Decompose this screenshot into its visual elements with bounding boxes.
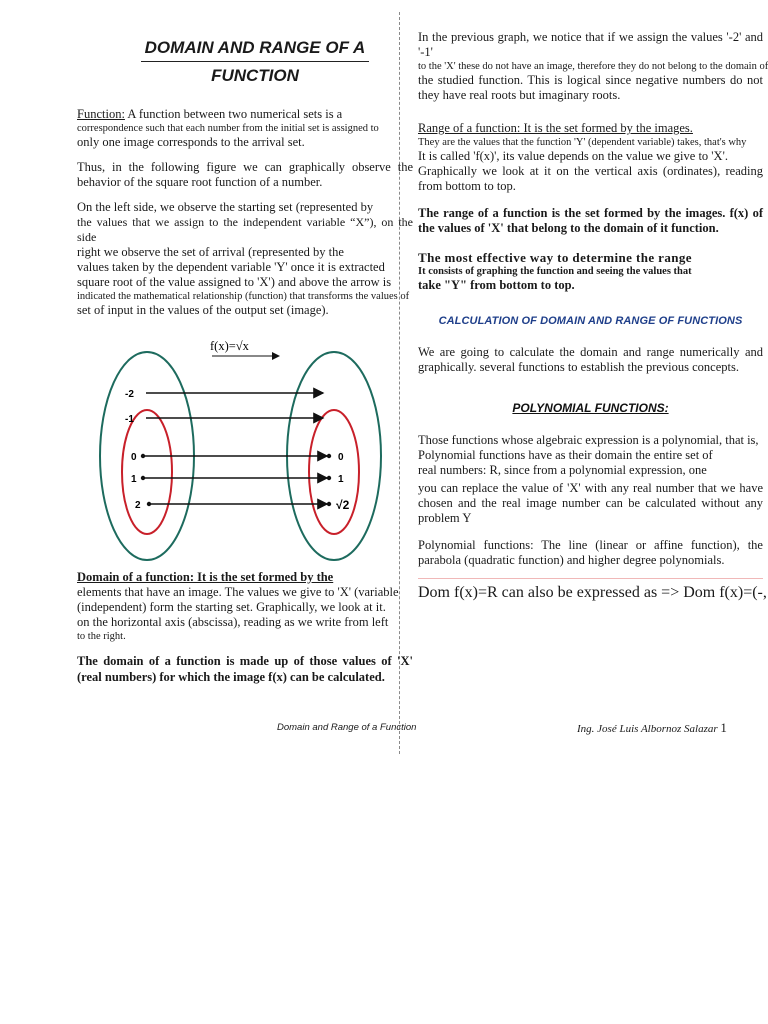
domain-line-b: (independent) form the starting set. Graphically, we look at it.	[77, 600, 386, 614]
range-line-c: It is called 'f(x)', its value depends on the value we give to 'X'.	[418, 149, 728, 163]
mapping-diagram-svg	[77, 332, 413, 564]
function-def-small: correspondence such that each number from the initial set is assigned to	[77, 123, 379, 134]
poly-line-a: Those functions whose algebraic expression is a polynomial, that is,	[418, 433, 759, 447]
page-number: 1	[720, 720, 727, 735]
dot-0	[141, 454, 145, 458]
range-subset-ellipse	[309, 410, 359, 534]
calc-intro: We are going to calculate the domain and range numerically and graphically. several functions to establish the previous concepts.	[418, 345, 763, 374]
left-value-neg1: -1	[125, 414, 134, 425]
footer-author-name: Ing. José Luis Albornoz Salazar	[577, 723, 718, 735]
mapping-diagram	[77, 332, 413, 564]
title-line-1: DOMAIN AND RANGE OF A	[141, 34, 370, 62]
sets-line-c: right we observe the set of arrival (represented by the	[77, 245, 344, 259]
footer-title: Domain and Range of a Function	[277, 722, 417, 733]
range-label: Range of a function: It is the set formed by the images.	[418, 121, 693, 135]
calc-section-heading: CALCULATION OF DOMAIN AND RANGE OF FUNCTIONS	[438, 315, 743, 327]
graph-note-line-a: In the previous graph, we notice that if we assign the values '-2' and '-1'	[418, 30, 763, 59]
effective-line-b: It consists of graphing the function and seeing the values that	[418, 266, 692, 277]
range-statement: The range of a function is the set formed by the images. f(x) of the values of 'X' that belong to the domain of it function.	[418, 206, 763, 235]
left-value-2: 2	[135, 500, 141, 511]
function-label: Function:	[77, 107, 125, 121]
left-value-1: 1	[131, 474, 137, 485]
domain-line-c: on the horizontal axis (abscissa), reading as we write from left	[77, 615, 389, 629]
sets-line-a: On the left side, we observe the starting set (represented by	[77, 200, 374, 214]
range-line-d: Graphically we look at it on the vertical axis (ordinates), reading from bottom to top.	[418, 164, 763, 193]
domain-line-d: to the right.	[77, 631, 126, 642]
right-column	[418, 30, 768, 603]
right-value-1: 1	[338, 474, 344, 485]
poly-line-c: real numbers: R, since from a polynomial expression, one	[418, 463, 707, 477]
polynomial-heading: POLYNOMIAL FUNCTIONS:	[512, 401, 669, 415]
dot-1	[141, 476, 145, 480]
polynomial-explanation	[418, 433, 763, 526]
footer-author	[577, 720, 727, 736]
sets-line-d: values taken by the dependent variable 'Y' once it is extracted	[77, 260, 385, 274]
dot-img-0	[327, 454, 331, 458]
range-small: They are the values that the function 'Y' (dependent variable) takes, that's why	[418, 137, 747, 148]
domain-definition	[77, 570, 413, 643]
left-column	[77, 30, 413, 685]
function-label-text: f(x)=√x	[210, 339, 249, 353]
domain-subset-ellipse	[122, 410, 172, 534]
sets-line-f: indicated the mathematical relationship (function) that transforms the values of	[77, 291, 410, 302]
sets-line-b: the values that we assign to the independent variable “X”), on the side	[77, 215, 413, 244]
domain-line-a: elements that have an image. The values we give to 'X' (variable	[77, 585, 399, 599]
sets-explanation	[77, 200, 413, 318]
left-value-0: 0	[131, 452, 137, 463]
effective-line-a: The most effective way to determine the range	[418, 250, 692, 265]
right-value-sqrt2: √2	[336, 498, 350, 512]
graph-note-small: to the 'X' these do not have an image, therefore they do not belong to the domain of	[418, 61, 768, 72]
effective-line-c: take "Y" from bottom to top.	[418, 278, 575, 292]
sets-line-e: square root of the value assigned to 'X') and above the arrow is	[77, 275, 392, 289]
domain-heading: Domain of a function: It is the set formed by the	[77, 570, 334, 584]
dot-img-sqrt2	[327, 502, 331, 506]
figure-intro: Thus, in the following figure we can graphically observe the behavior of the square root function of a number.	[77, 160, 413, 189]
graph-note-end: the studied function. This is logical since negative numbers do not they have real roots but imaginary roots.	[418, 73, 763, 102]
function-definition	[77, 107, 413, 150]
function-def-end: only one image corresponds to the arrival set.	[77, 135, 305, 149]
title-line-2: FUNCTION	[211, 66, 299, 85]
left-value-neg2: -2	[125, 389, 134, 400]
range-definition	[418, 121, 763, 194]
dot-2	[147, 502, 151, 506]
domain-expression: Dom f(x)=R can also be expressed as => Dom f(x)=(-,	[418, 578, 763, 603]
domain-statement: The domain of a function is made up of those values of 'X' (real numbers) for which the image f(x) can be calculated.	[77, 654, 413, 684]
sets-line-g: set of input in the values of the output set (image).	[77, 303, 329, 317]
page-title	[77, 34, 413, 89]
right-value-0: 0	[338, 452, 344, 463]
poly-line-b: Polynomial functions have as their domain the entire set of	[418, 448, 713, 462]
dot-img-1	[327, 476, 331, 480]
effective-range-note	[418, 250, 763, 293]
poly-line-d: you can replace the value of 'X' with any real number that we have chosen and the real image number can be calculated without any problem Y	[418, 481, 763, 525]
function-def-text: A function between two numerical sets is a	[124, 107, 343, 121]
polynomial-types: Polynomial functions: The line (linear or affine function), the parabola (quadratic function) and higher degree polynomials.	[418, 538, 763, 567]
